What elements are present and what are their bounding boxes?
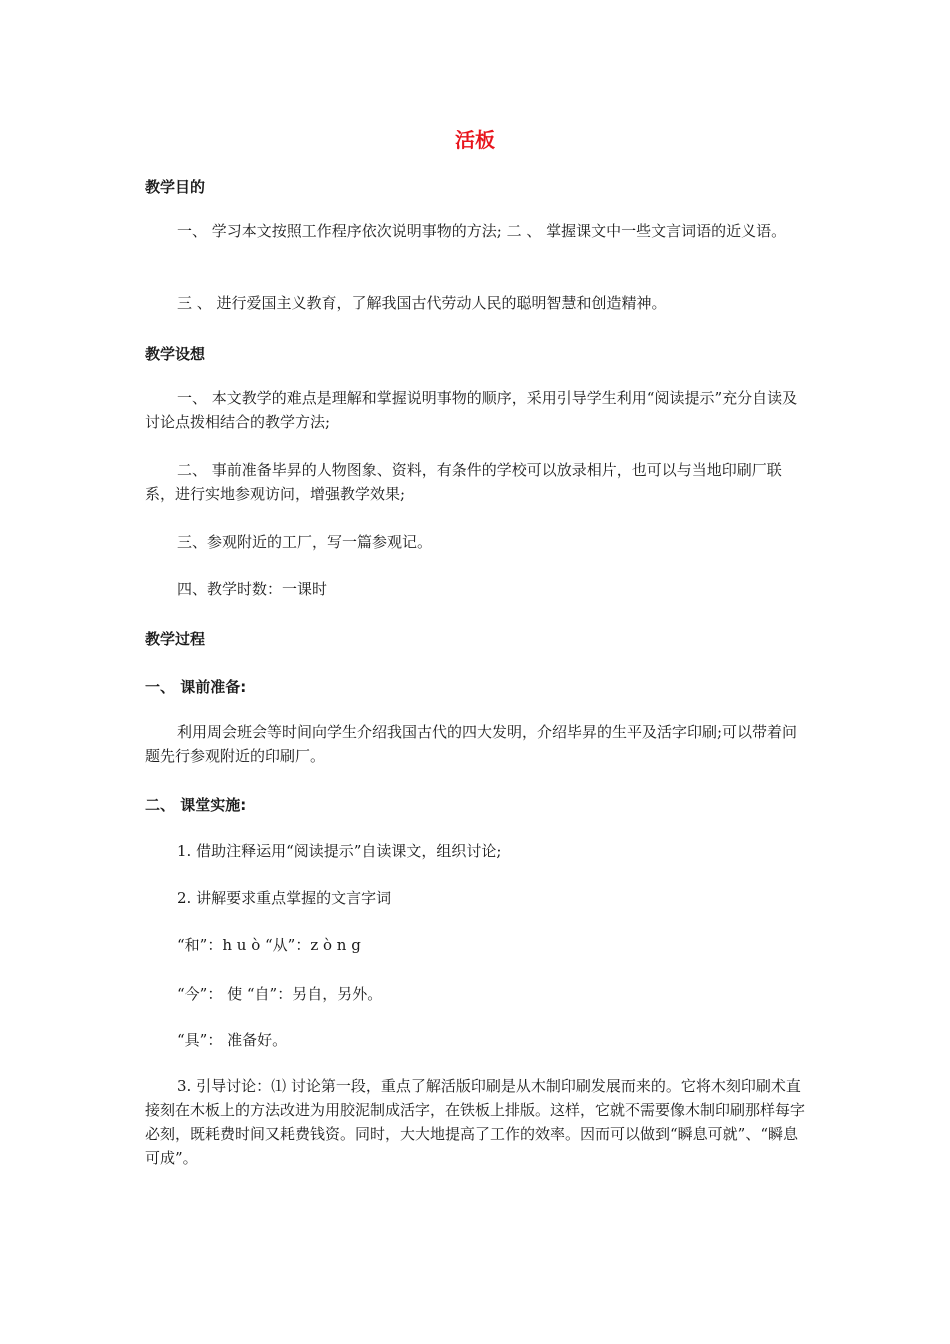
page-title: 活板 bbox=[455, 128, 495, 152]
section-heading-design: 教学设想 bbox=[145, 345, 206, 363]
paragraph-design-2: 二、 事前准备毕昇的人物图象、资料，有条件的学校可以放录相片，也可以与当地印刷厂联系，进行实地参观访问，增强教学效果; bbox=[145, 461, 782, 503]
section-heading-process: 教学过程 bbox=[145, 630, 206, 648]
subheading-preparation: 一、 课前准备: bbox=[145, 678, 247, 696]
vocab-line-2: “今”： 使 “自”：另自，另外。 bbox=[177, 985, 383, 1003]
paragraph-preparation: 利用周会班会等时间向学生介绍我国古代的四大发明，介绍毕昇的生平及活字印刷;可以带着问题先行参观附近的印刷厂。 bbox=[145, 723, 798, 765]
subheading-classroom: 二、 课堂实施: bbox=[145, 796, 247, 814]
paragraph-design-1: 一、 本文教学的难点是理解和掌握说明事物的顺序，采用引导学生利用“阅读提示”充分自读及讨论点拨相结合的教学方法; bbox=[145, 389, 798, 431]
paragraph-objective-1: 一、 学习本文按照工作程序依次说明事物的方法; 二 、 掌握课文中一些文言词语的近义语。 bbox=[177, 222, 787, 240]
list-item-3: 3. 引导讨论：⑴ 讨论第一段，重点了解活版印刷是从木制印刷发展而来的。它将木刻印刷术直接刻在木板上的方法改进为用胶泥制成活字，在铁板上排版。这样，它就不需要像木制印刷那样每字必刻，既耗费时间又耗费钱资。同时，大大地提高了工作的效率。因而可以做到“瞬息可就”、“瞬息可成”。 bbox=[145, 1077, 806, 1167]
list-item-1: 1. 借助注释运用“阅读提示”自读课文，组织讨论; bbox=[177, 842, 502, 860]
section-heading-objectives: 教学目的 bbox=[145, 178, 206, 196]
list-item-2: 2. 讲解要求重点掌握的文言字词 bbox=[177, 889, 392, 907]
vocab-line-3: “具”： 准备好。 bbox=[177, 1031, 288, 1049]
vocab-line-1: “和”：h u ò “从”：z ò n g bbox=[177, 936, 361, 954]
paragraph-objective-2: 三 、 进行爱国主义教育，了解我国古代劳动人民的聪明智慧和创造精神。 bbox=[177, 294, 667, 312]
paragraph-design-4: 四、教学时数：一课时 bbox=[177, 580, 328, 598]
paragraph-design-3: 三、参观附近的工厂，写一篇参观记。 bbox=[177, 533, 433, 551]
